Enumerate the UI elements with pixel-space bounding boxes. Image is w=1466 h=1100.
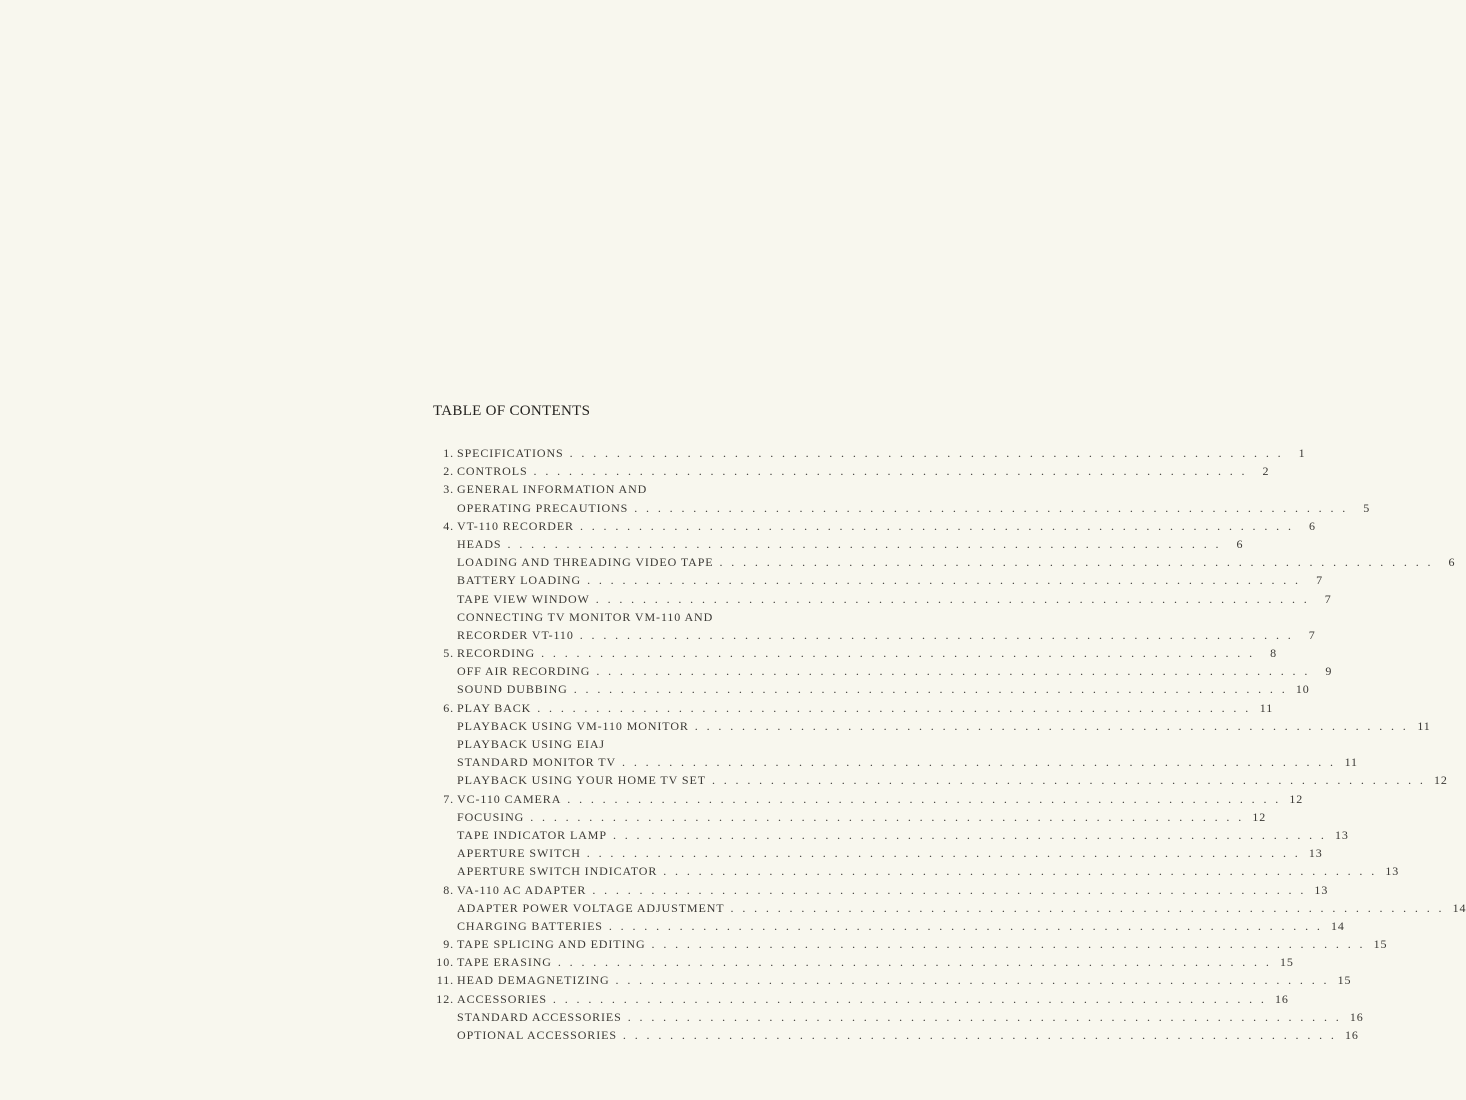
toc-entry-label: TAPE SPLICING AND EDITING [457,937,646,952]
toc-list [420,444,1466,1044]
toc-entry-label: HEADS [457,536,502,551]
toc-entry [420,517,1316,535]
toc-entry-page: 15 [1337,973,1352,988]
toc-entry [420,1026,1359,1044]
toc-entry-number: 1. [443,446,454,460]
toc-dot-leader: . . . . . . . . . . . . . . . . . . . . . . . . . . . . . . . . . . . . . . . . . . . . . . . . . . . . . . . . . . . . . [719,555,1434,570]
toc-dot-leader: . . . . . . . . . . . . . . . . . . . . . . . . . . . . . . . . . . . . . . . . . . . . . . . . . . . . . . . . . . . . . [596,664,1311,679]
toc-dot-leader: . . . . . . . . . . . . . . . . . . . . . . . . . . . . . . . . . . . . . . . . . . . . . . . . . . . . . . . . . . . . . [694,718,1409,733]
toc-entry [420,935,1388,953]
toc-entry-page: 5 [1363,500,1371,515]
toc-dot-leader: . . . . . . . . . . . . . . . . . . . . . . . . . . . . . . . . . . . . . . . . . . . . . . . . . . . . . . . . . . . . . [533,464,1248,479]
toc-entry [420,808,1267,826]
toc-entry [420,862,1400,880]
toc-entry-label: TAPE VIEW WINDOW [457,591,590,606]
toc-entry [420,953,1294,971]
toc-dot-leader: . . . . . . . . . . . . . . . . . . . . . . . . . . . . . . . . . . . . . . . . . . . . . . . . . . . . . . . . . . . . . [552,991,1267,1006]
toc-entry-number: 7. [443,791,454,806]
toc-entry-label: PLAY BACK [457,700,532,715]
toc-entry-label: CHARGING BATTERIES [457,918,603,933]
toc-entry [420,644,1278,662]
toc-dot-leader: . . . . . . . . . . . . . . . . . . . . . . . . . . . . . . . . . . . . . . . . . . . . . . . . . . . . . . . . . . . . . [627,1009,1342,1024]
toc-dot-leader: . . . . . . . . . . . . . . . . . . . . . . . . . . . . . . . . . . . . . . . . . . . . . . . . . . . . . . . . . . . . . [595,591,1310,606]
toc-entry-page: 7 [1308,627,1316,642]
toc-entry-number: 2. [443,464,454,479]
toc-dot-leader: . . . . . . . . . . . . . . . . . . . . . . . . . . . . . . . . . . . . . . . . . . . . . . . . . . . . . . . . . . . . . [579,518,1294,533]
toc-entry-number: 3. [443,482,454,497]
toc-entry [420,680,1310,698]
toc-entry-page: 13 [1308,846,1323,861]
toc-dot-leader: . . . . . . . . . . . . . . . . . . . . . . . . . . . . . . . . . . . . . . . . . . . . . . . . . . . . . . . . . . . . . [711,773,1426,788]
toc-entry-page: 15 [1373,937,1388,952]
toc-entry-label: PLAYBACK USING EIAJ [457,737,606,751]
toc-entry [420,881,1329,899]
toc-dot-leader: . . . . . . . . . . . . . . . . . . . . . . . . . . . . . . . . . . . . . . . . . . . . . . . . . . . . . . . . . . . . . [730,900,1445,915]
toc-entry-page: 1 [1298,446,1306,460]
toc-entry-label: ADAPTER POWER VOLTAGE ADJUSTMENT [457,900,725,915]
toc-entry-page: 13 [1335,827,1349,842]
toc-entry [420,1008,1364,1026]
toc-dot-leader: . . . . . . . . . . . . . . . . . . . . . . . . . . . . . . . . . . . . . . . . . . . . . . . . . . . . . . . . . . . . . [663,864,1378,879]
toc-entry [420,699,1274,717]
toc-dot-leader: . . . . . . . . . . . . . . . . . . . . . . . . . . . . . . . . . . . . . . . . . . . . . . . . . . . . . . . . . . . . . [622,755,1336,770]
toc-entry [420,499,1371,517]
toc-dot-leader: . . . . . . . . . . . . . . . . . . . . . . . . . . . . . . . . . . . . . . . . . . . . . . . . . . . . . . . . . . . . . [579,627,1294,642]
toc-entry-label: TAPE INDICATOR LAMP [457,827,607,842]
toc-dot-leader: . . . . . . . . . . . . . . . . . . . . . . . . . . . . . . . . . . . . . . . . . . . . . . . . . . . . . . . . . . . . . [569,446,1284,460]
toc-entry-page: 6 [1236,536,1244,551]
toc-entry-label: HEAD DEMAGNETIZING [457,973,610,988]
toc-entry [420,480,780,498]
toc-entry-page: 6 [1448,555,1456,570]
toc-entry-label: LOADING AND THREADING VIDEO TAPE [457,555,714,570]
toc-entry-label: CONNECTING TV MONITOR VM-110 AND [457,609,714,624]
toc-entry-page: 16 [1349,1009,1364,1024]
toc-entry-label: RECORDER VT-110 [457,627,574,642]
toc-entry-label: TAPE ERASING [457,955,552,970]
toc-entry-label: PLAYBACK USING YOUR HOME TV SET [457,773,706,788]
toc-entry-label: RECORDING [457,646,536,661]
toc-entry-label: APERTURE SWITCH [457,846,581,861]
toc-entry [420,990,1289,1008]
toc-entry-label: OFF AIR RECORDING [457,664,591,679]
toc-entry-label: PLAYBACK USING VM-110 MONITOR [457,718,689,733]
toc-dot-leader: . . . . . . . . . . . . . . . . . . . . . . . . . . . . . . . . . . . . . . . . . . . . . . . . . . . . . . . . . . . . . [615,973,1330,988]
toc-entry-page: 8 [1270,646,1278,661]
toc-entry-page: 16 [1345,1028,1359,1042]
toc-entry [420,590,1332,608]
toc-entry-page: 9 [1325,664,1333,679]
toc-entry-page: 14 [1452,900,1466,915]
toc-dot-leader: . . . . . . . . . . . . . . . . . . . . . . . . . . . . . . . . . . . . . . . . . . . . . . . . . . . . . . . . . . . . . [587,573,1301,588]
toc-entry-page: 12 [1289,791,1304,806]
toc-entry-page: 14 [1330,918,1345,933]
toc-entry-label: BATTERY LOADING [457,573,582,588]
toc-entry [420,571,1323,589]
toc-entry-page: 11 [1344,755,1358,770]
toc-entry [420,790,1304,808]
toc-entry-number: 8. [443,882,454,897]
toc-entry-page: 10 [1295,682,1310,697]
toc-entry [420,899,1466,917]
toc-entry-page: 16 [1275,991,1289,1006]
toc-entry [420,462,1270,480]
toc-entry-page: 2 [1262,464,1270,479]
toc-title: TABLE OF CONTENTS [433,403,591,419]
toc-entry-page: 12 [1252,809,1267,824]
toc-entry-number: 12. [436,991,454,1006]
toc-entry-label: OPERATING PRECAUTIONS [457,500,629,515]
toc-dot-leader: . . . . . . . . . . . . . . . . . . . . . . . . . . . . . . . . . . . . . . . . . . . . . . . . . . . . . . . . . . . . . [608,918,1323,933]
toc-entry [420,844,1323,862]
toc-dot-leader: . . . . . . . . . . . . . . . . . . . . . . . . . . . . . . . . . . . . . . . . . . . . . . . . . . . . . . . . . . . . . [567,791,1282,806]
toc-entry-page: 12 [1434,773,1448,788]
toc-entry [420,444,1306,462]
toc-entry-label: STANDARD ACCESSORIES [457,1009,622,1024]
toc-entry-number: 11. [436,973,454,988]
toc-dot-leader: . . . . . . . . . . . . . . . . . . . . . . . . . . . . . . . . . . . . . . . . . . . . . . . . . . . . . . . . . . . . . [541,646,1256,661]
toc-dot-leader: . . . . . . . . . . . . . . . . . . . . . . . . . . . . . . . . . . . . . . . . . . . . . . . . . . . . . . . . . . . . . [530,809,1245,824]
toc-entry-label: CONTROLS [457,464,528,479]
toc-entry-page: 13 [1314,882,1329,897]
toc-entry-label: VT-110 RECORDER [457,518,574,533]
toc-dot-leader: . . . . . . . . . . . . . . . . . . . . . . . . . . . . . . . . . . . . . . . . . . . . . . . . . . . . . . . . . . . . . [592,882,1307,897]
toc-dot-leader: . . . . . . . . . . . . . . . . . . . . . . . . . . . . . . . . . . . . . . . . . . . . . . . . . . . . . . . . . . . . . [651,937,1366,952]
toc-entry-label: SPECIFICATIONS [457,446,564,460]
toc-entry [420,717,1431,735]
toc-entry-label: GENERAL INFORMATION AND [457,482,648,497]
toc-entry [420,626,1316,644]
toc-entry [420,971,1352,989]
toc-entry-label: ACCESSORIES [457,991,547,1006]
toc-entry-label: VA-110 AC ADAPTER [457,882,587,897]
toc-entry-page: 13 [1385,864,1400,879]
toc-entry-label: SOUND DUBBING [457,682,568,697]
toc-dot-leader: . . . . . . . . . . . . . . . . . . . . . . . . . . . . . . . . . . . . . . . . . . . . . . . . . . . . . . . . . . . . . [612,827,1327,842]
toc-entry-number: 9. [443,937,454,952]
toc-entry [420,735,780,753]
toc-dot-leader: . . . . . . . . . . . . . . . . . . . . . . . . . . . . . . . . . . . . . . . . . . . . . . . . . . . . . . . . . . . . . [586,846,1301,861]
toc-entry [420,753,1358,771]
toc-dot-leader: . . . . . . . . . . . . . . . . . . . . . . . . . . . . . . . . . . . . . . . . . . . . . . . . . . . . . . . . . . . . . [507,536,1222,551]
toc-entry-page: 6 [1308,518,1316,533]
toc-entry-number: 4. [443,518,454,533]
toc-entry-number: 5. [443,646,454,661]
toc-entry-page: 7 [1324,591,1332,606]
toc-dot-leader: . . . . . . . . . . . . . . . . . . . . . . . . . . . . . . . . . . . . . . . . . . . . . . . . . . . . . . . . . . . . . [557,955,1272,970]
toc-entry-number: 10. [436,955,454,970]
toc-entry [420,917,1345,935]
toc-entry [420,553,1456,571]
toc-entry-number: 6. [443,700,454,715]
toc-entry-label: FOCUSING [457,809,525,824]
toc-entry-label: APERTURE SWITCH INDICATOR [457,864,658,879]
toc-entry [420,826,1349,844]
toc-entry [420,771,1448,789]
toc-dot-leader: . . . . . . . . . . . . . . . . . . . . . . . . . . . . . . . . . . . . . . . . . . . . . . . . . . . . . . . . . . . . . [634,500,1349,515]
toc-dot-leader: . . . . . . . . . . . . . . . . . . . . . . . . . . . . . . . . . . . . . . . . . . . . . . . . . . . . . . . . . . . . . [573,682,1288,697]
toc-entry-page: 11 [1417,718,1431,733]
toc-entry-page: 15 [1279,955,1294,970]
toc-dot-leader: . . . . . . . . . . . . . . . . . . . . . . . . . . . . . . . . . . . . . . . . . . . . . . . . . . . . . . . . . . . . . [622,1028,1337,1042]
toc-entry-label: VC-110 CAMERA [457,791,562,806]
toc-entry-label: OPTIONAL ACCESSORIES [457,1028,617,1042]
toc-entry-page: 11 [1259,700,1274,715]
toc-entry-page: 7 [1316,573,1323,588]
toc-entry [420,608,780,626]
toc-entry [420,662,1333,680]
toc-dot-leader: . . . . . . . . . . . . . . . . . . . . . . . . . . . . . . . . . . . . . . . . . . . . . . . . . . . . . . . . . . . . . [537,700,1252,715]
toc-entry [420,535,1244,553]
toc-entry-label: STANDARD MONITOR TV [457,755,617,770]
